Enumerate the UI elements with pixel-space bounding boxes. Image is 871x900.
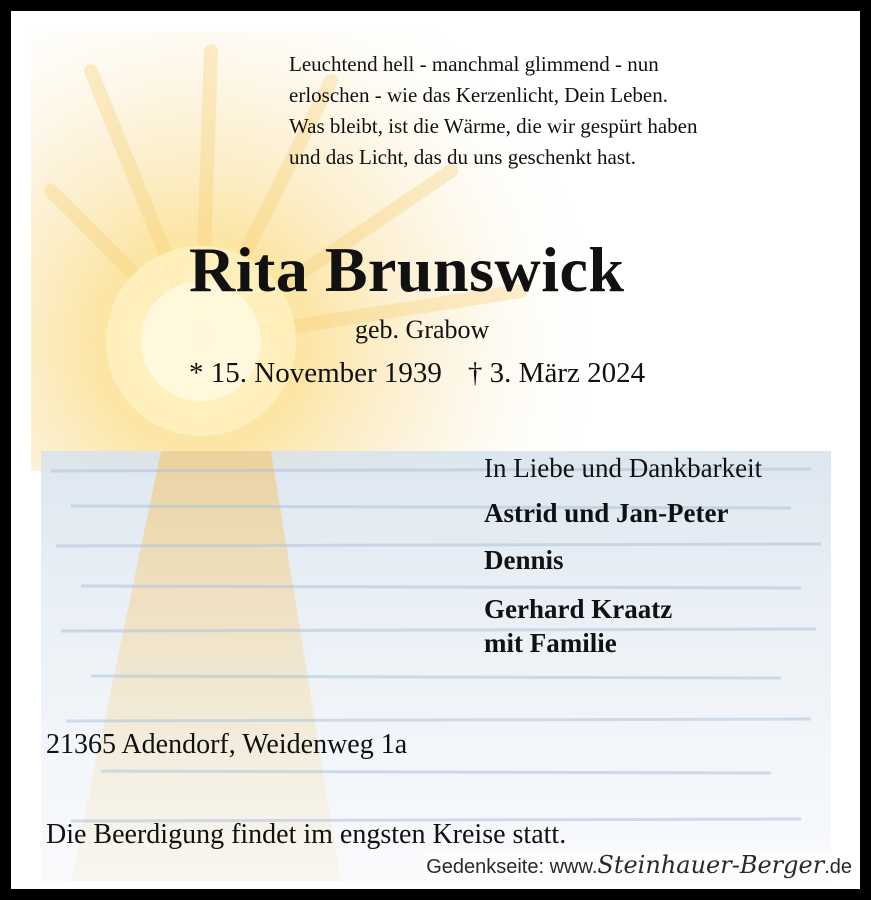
mourner-name: Gerhard Kraatz: [484, 594, 673, 624]
mourner-name: Astrid und Jan-Peter: [484, 498, 729, 528]
mourner-name: Dennis: [484, 545, 564, 575]
footer-prefix: Gedenkseite: www.: [426, 856, 598, 878]
death-date: † 3. März 2024: [467, 357, 646, 389]
poem-line: und das Licht, das du uns geschenkt hast.: [289, 145, 637, 169]
mourners-intro: In Liebe und Dankbarkeit: [484, 453, 763, 483]
memorial-poem: [289, 49, 697, 173]
poem-line: Leuchtend hell - manchmal glimmend - nun: [289, 52, 659, 76]
poem-line: erloschen - wie das Kerzenlicht, Dein Leben.: [289, 83, 669, 107]
memorial-page-link[interactable]: [424, 851, 854, 879]
poem-line: Was bleibt, ist die Wärme, die wir gespürt haben: [289, 114, 698, 138]
funeral-home-logo-part2: Berger: [739, 851, 825, 879]
mourners-block: [484, 453, 762, 660]
birth-date: * 15. November 1939: [189, 357, 442, 389]
funeral-note: Die Beerdigung findet im engsten Kreise statt.: [46, 819, 567, 850]
logo-dash: -: [731, 851, 740, 879]
maiden-name: geb. Grabow: [355, 315, 490, 344]
life-dates: [189, 357, 645, 390]
deceased-name: Rita Brunswick: [189, 234, 625, 305]
mourner-name: mit Familie: [484, 628, 617, 658]
footer-suffix: .de: [824, 856, 852, 878]
funeral-home-logo-part1: Steinhauer: [597, 851, 732, 879]
family-address: 21365 Adendorf, Weidenweg 1a: [46, 729, 408, 760]
mourner-group: [484, 592, 762, 660]
